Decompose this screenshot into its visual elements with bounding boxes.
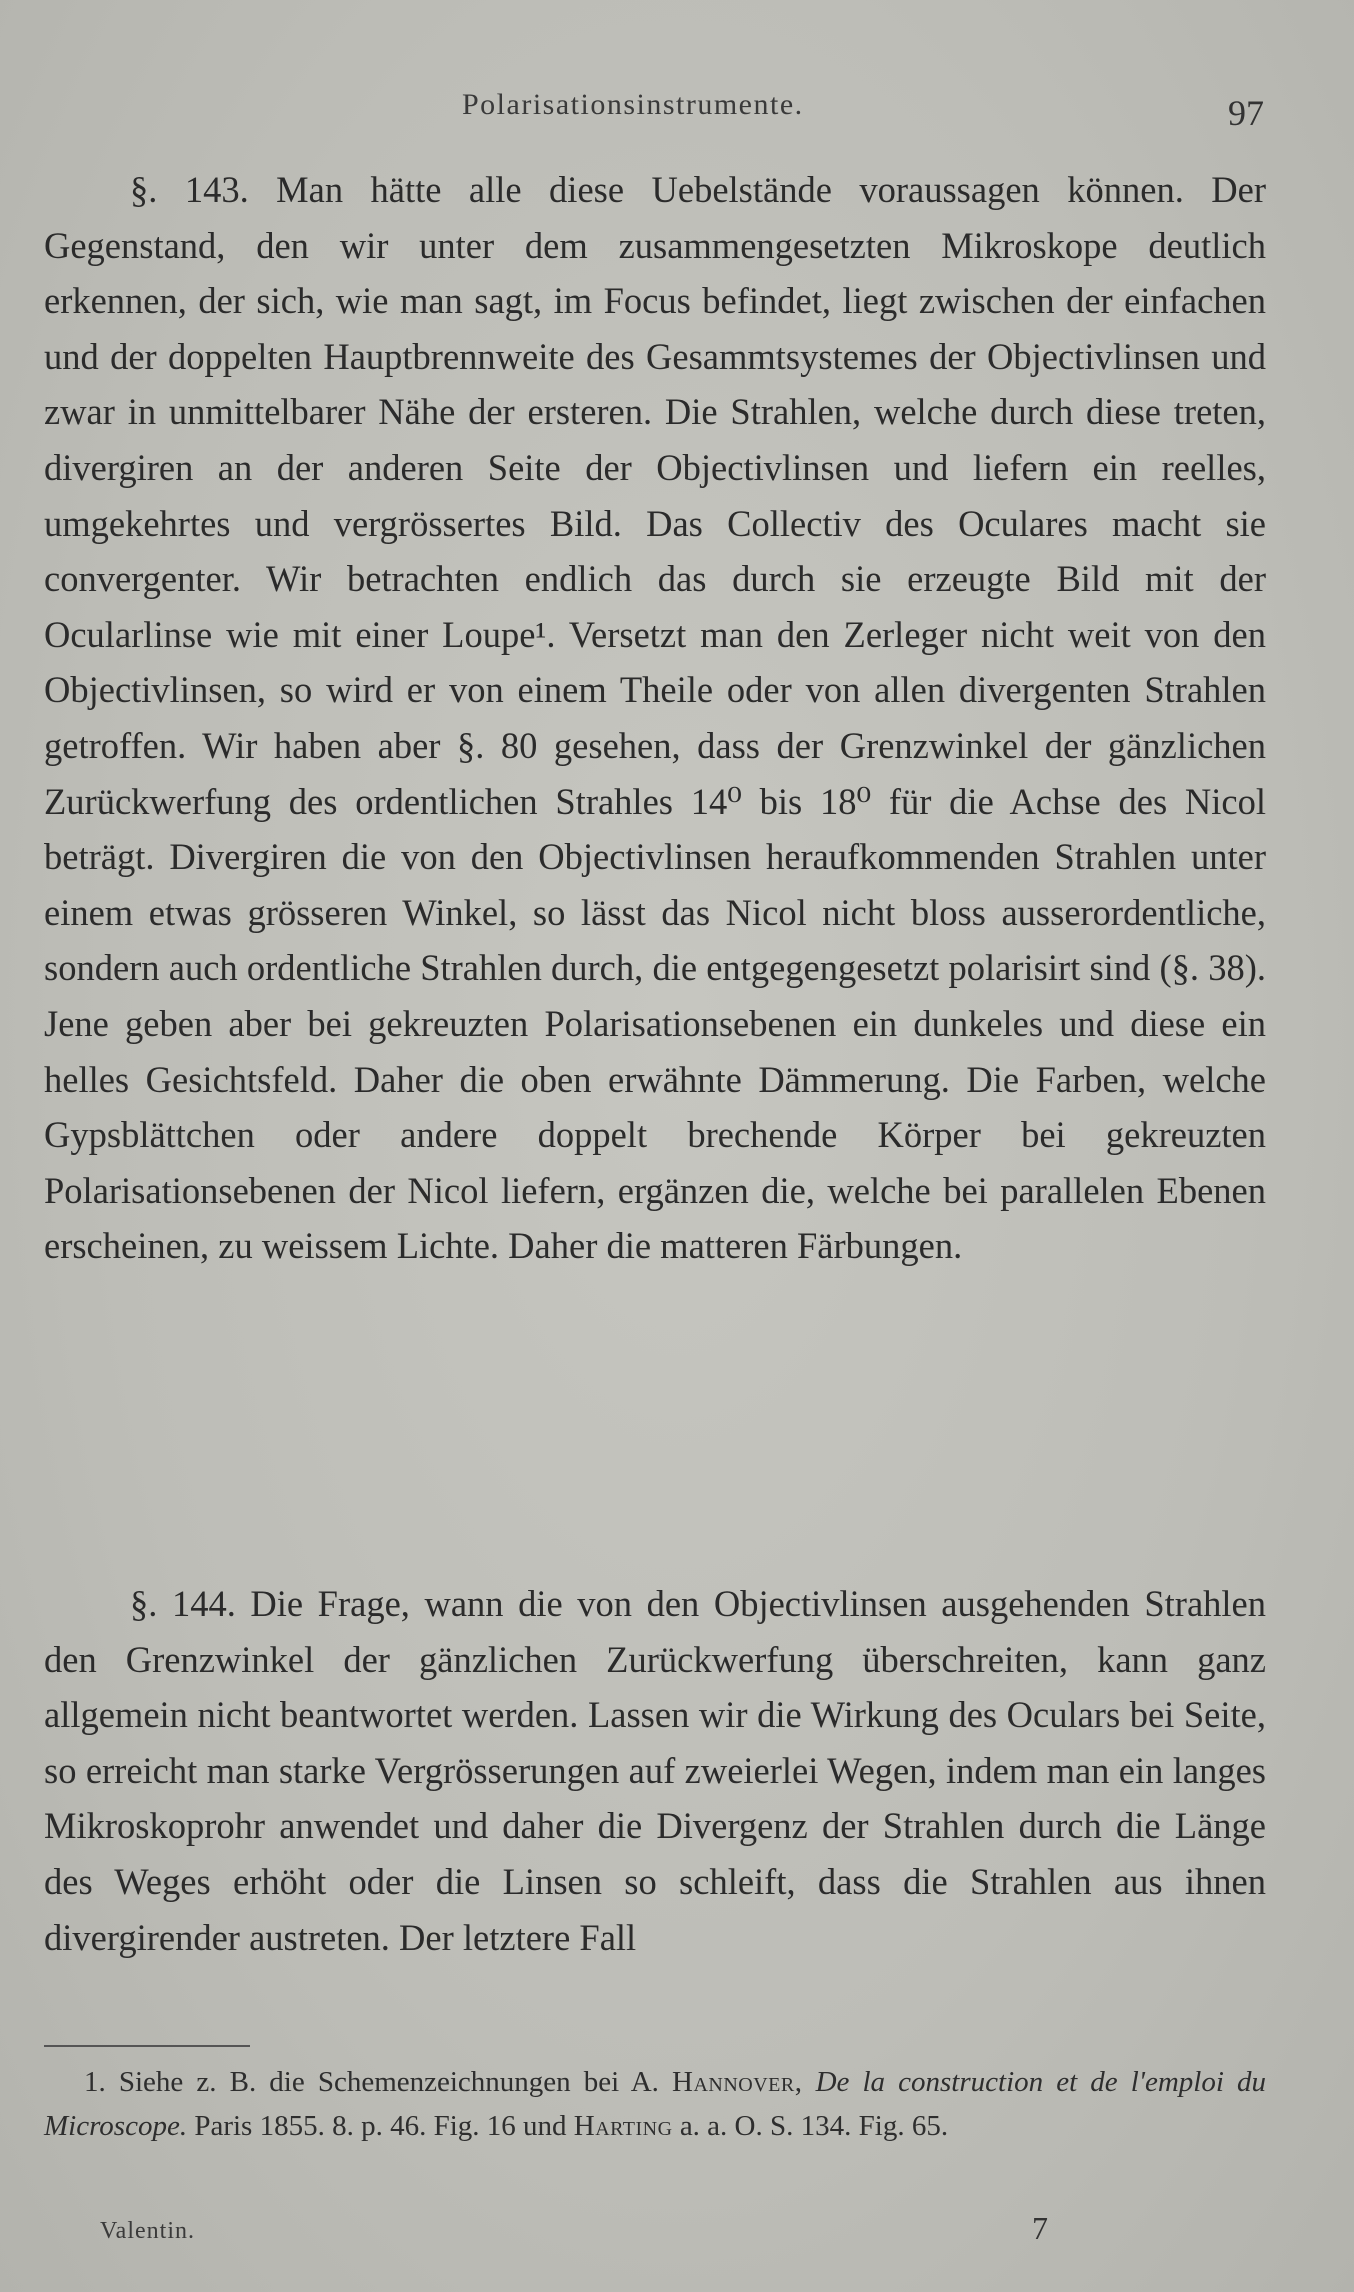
running-head: [0, 88, 1354, 133]
footnote-number: 1.: [84, 2066, 106, 2098]
footnote-lead: Siehe z. B. die Schemenzeichnungen bei A.: [118, 2066, 659, 2098]
footnote-work-title: De la construction et de l'emploi du Microscope.: [44, 2066, 1267, 2142]
footnote: [44, 2060, 1266, 2148]
paragraph-144: [44, 1576, 1266, 1965]
signature-mark: 7: [1032, 2210, 1048, 2246]
page-number: 97: [1228, 93, 1264, 133]
footnote-divider: [44, 2045, 250, 2047]
footnote-imprint: Paris 1855. 8. p. 46. Fig. 16 und: [194, 2110, 567, 2142]
paragraph-text: §. 143. Man hätte alle diese Uebelstände voraussagen können. Der Gegenstand, den wir unter dem zusammengesetzten Mikroskope deutlich erkennen, der sich, wie man sagt, im Focus befindet, liegt zwischen der einfachen und der doppelten Hauptbrennweite des Gesammtsystemes der Objectivlinsen und zwar in unmittelbarer Nähe der ersteren. Die Strahlen, welche durch diese treten, divergiren an der anderen Seite der Objectivlinsen und liefern ein reelles, umgekehrtes und vergrössertes Bild. Das Collectiv des Oculares macht sie convergenter. Wir betrachten endlich das durch sie erzeugte Bild mit der Ocularlinse wie mit einer Loupe¹. Versetzt man den Zerleger nicht weit von den Objectivlinsen, so wird er von einem Theile oder von allen divergenten Strahlen getroffen. Wir haben aber §. 80 gesehen, dass der Grenzwinkel der gänzlichen Zurückwerfung des ordentlichen Strahles 14⁰ bis 18⁰ für die Achse des Nicol beträgt. Divergiren die von den Objectivlinsen heraufkommenden Strahlen unter einem etwas grösseren Winkel, so lässt das Nicol nicht bloss ausserordentliche, sondern auch ordentliche Strahlen durch, die entgegengesetzt polarisirt sind (§. 38). Jene geben aber bei gekreuzten Polarisationsebenen ein dunkeles und diese ein helles Gesichtsfeld. Daher die oben erwähnte Dämmerung. Die Farben, welche Gypsblättchen oder andere doppelt brechende Körper bei gekreuzten Polarisationsebenen der Nicol liefern, ergänzen die, welche bei parallelen Ebenen erscheinen, zu weissem Lichte. Daher die matteren Färbungen.: [44, 169, 1266, 1267]
signature-row: [0, 2210, 1354, 2250]
printer-signature: Valentin.: [100, 2218, 195, 2244]
running-title: Polarisationsinstrumente.: [462, 88, 804, 121]
footnote-tail: a. a. O. S. 134. Fig. 65.: [679, 2110, 949, 2142]
paragraph-text: §. 144. Die Frage, wann die von den Objectivlinsen ausgehenden Strahlen den Grenzwinkel der gänzlichen Zurückwerfung überschreiten, kann ganz allgemein nicht beantwortet werden. Lassen wir die Wirkung des Oculars bei Seite, so erreicht man starke Vergrösserungen auf zweierlei Wegen, indem man ein langes Mikroskoprohr anwendet und daher die Divergenz der Strahlen durch die Länge des Weges erhöht oder die Linsen so schleift, dass die Strahlen aus ihnen divergirender austreten. Der letztere Fall: [44, 1583, 1266, 1958]
paragraph-143: [44, 162, 1266, 1274]
footnote-author-hannover: Hannover,: [672, 2066, 803, 2098]
footnote-text: [44, 2060, 1266, 2148]
footnote-author-harting: Harting: [573, 2110, 673, 2142]
